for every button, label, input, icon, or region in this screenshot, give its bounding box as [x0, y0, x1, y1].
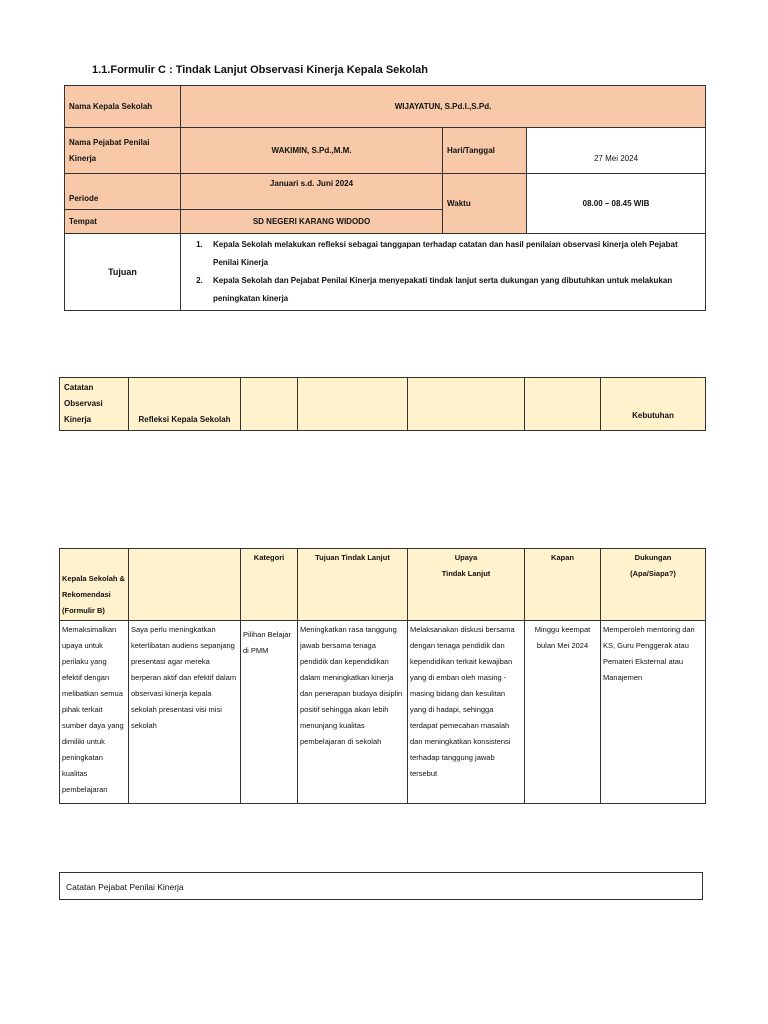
periode-value: Januari s.d. Juni 2024 — [181, 174, 443, 210]
tindak-lanjut-table — [59, 548, 706, 804]
tujuan-item: 2. Kepala Sekolah dan Pejabat Penilai Kinerja menyepakati tindak lanjut serta dukungan yang dibutuhkan untuk melakukan peningkatan kinerja — [205, 272, 701, 308]
tempat-value: SD NEGERI KARANG WIDODO — [181, 210, 443, 234]
waktu-value: 08.00 – 08.45 WIB — [527, 174, 706, 234]
refleksi-cell: Saya perlu meningkatkan keterlibatan audiens sepanjang presentasi agar mereka berperan aktif dan efektif dalam observasi kinerja kepala sekolah presentasi visi misi sekolah — [129, 621, 241, 804]
kapan-cell: Minggu keempat bulan Mei 2024 — [525, 621, 601, 804]
hari-value: 27 Mei 2024 — [527, 128, 706, 174]
nama-kepala-value: WIJAYATUN, S.Pd.I.,S.Pd. — [181, 86, 706, 128]
catatan-pejabat-box: Catatan Pejabat Penilai Kinerja — [59, 872, 703, 900]
kapan-header: Kapan — [525, 549, 601, 621]
upaya-header — [408, 549, 525, 621]
catatan-observasi-header: Catatan Observasi Kinerja — [60, 378, 129, 431]
kebutuhan-header: Kebutuhan — [601, 378, 706, 431]
dukungan-header-line1: Dukungan — [634, 553, 672, 562]
upaya-cell: Melaksanakan diskusi bersama dengan tenaga pendidik dan kependidikan terkait kewajiban yang di emban oleh masing - masing bidang dan kesulitan yang di hadapi, sehingga terdapat pemecahan masalah dan meningkatkan konsistensi terhadap tanggung jawab tersebut — [408, 621, 525, 804]
empty-header-cell — [525, 378, 601, 431]
tujuan-label: Tujuan — [65, 234, 181, 311]
kategori-cell: Pilihan Belajar di PMM — [241, 621, 298, 804]
info-table — [64, 85, 706, 311]
catatan-header-table — [59, 377, 706, 431]
hari-label: Hari/Tanggal — [443, 128, 527, 174]
empty-header-cell — [298, 378, 408, 431]
upaya-header-line2: Tindak Lanjut — [441, 569, 491, 578]
kepala-rekomendasi-header: Kepala Sekolah & Rekomendasi (Formulir B) — [60, 549, 129, 621]
nama-kepala-label: Nama Kepala Sekolah — [65, 86, 181, 128]
refleksi-header: Refleksi Kepala Sekolah — [129, 378, 241, 431]
tujuan-cell — [181, 234, 706, 311]
tempat-label: Tempat — [65, 210, 181, 234]
rekomendasi-cell: Memaksimalkan upaya untuk perilaku yang efektif dengan melibatkan semua pihak terkait sumber daya yang dimiliki untuk peningkatan kualitas pembelajaran — [60, 621, 129, 804]
pejabat-value: WAKIMIN, S.Pd.,M.M. — [181, 128, 443, 174]
kategori-header: Kategori — [241, 549, 298, 621]
tujuan-tindak-lanjut-header: Tujuan Tindak Lanjut — [298, 549, 408, 621]
waktu-label: Waktu — [443, 174, 527, 234]
tujuan-item: 1. Kepala Sekolah melakukan refleksi sebagai tanggapan terhadap catatan dan hasil penilaian observasi kinerja oleh Pejabat Penilai Kinerja — [205, 236, 701, 272]
form-title: 1.1.Formulir C : Tindak Lanjut Observasi Kinerja Kepala Sekolah — [92, 64, 429, 76]
dukungan-header-line2: (Apa/Siapa?) — [630, 569, 676, 578]
pejabat-label: Nama Pejabat Penilai Kinerja — [65, 128, 181, 174]
upaya-header-line1: Upaya — [454, 553, 478, 562]
empty-header-cell — [241, 378, 298, 431]
tujuan-cell: Meningkatkan rasa tanggung jawab bersama tenaga pendidik dan kependidikan dalam meningkatkan kinerja dan penerapan budaya disiplin positif sehingga akan lebih menunjang kualitas pembelajaran di sekolah — [298, 621, 408, 804]
empty-header-cell — [129, 549, 241, 621]
tujuan-list — [185, 236, 701, 308]
dukungan-header — [601, 549, 706, 621]
periode-label: Periode — [65, 174, 181, 210]
dukungan-cell: Memperoleh mentoring dari KS, Guru Penggerak atau Pemateri Eksternal atau Manajemen — [601, 621, 706, 804]
empty-header-cell — [408, 378, 525, 431]
